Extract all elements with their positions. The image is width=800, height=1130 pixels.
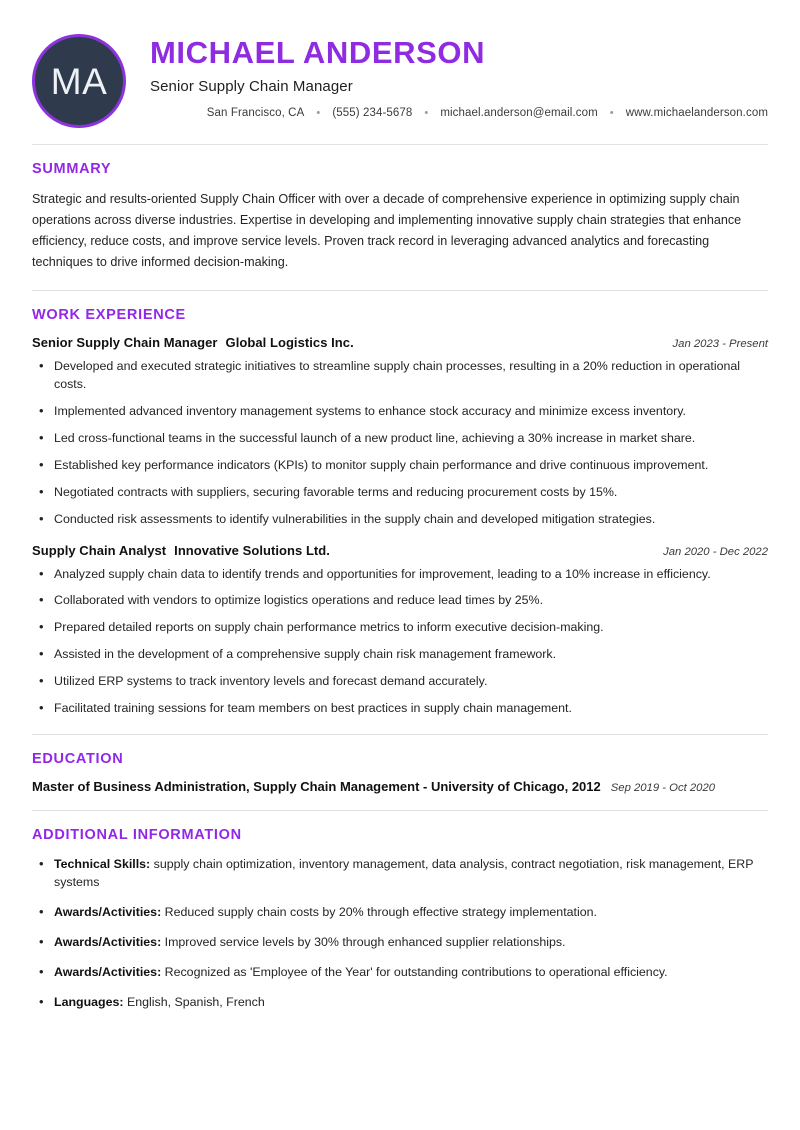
education-list (32, 779, 768, 794)
additional-item-label: Awards/Activities: (54, 964, 162, 979)
list-item: • Implemented advanced inventory management systems to enhance stock accuracy and minimize excess inventory. (32, 402, 768, 421)
list-item: • Negotiated contracts with suppliers, securing favorable terms and reducing procurement costs by 15%. (32, 483, 768, 502)
section-title-education: EDUCATION (32, 750, 124, 767)
list-item: • Analyzed supply chain data to identify trends and opportunities for improvement, leading to a 10% increase in efficiency. (32, 565, 768, 584)
contact-item[interactable]: (555) 234-5678 (332, 107, 413, 120)
list-item: • Developed and executed strategic initiatives to streamline supply chain processes, resulting in a 20% reduction in operational costs. (32, 357, 768, 395)
experience-role: Supply Chain Analyst (32, 542, 167, 558)
additional-item-label: Awards/Activities: (54, 935, 162, 950)
experience-dates: Jan 2023 - Present (672, 337, 768, 350)
list-item: • Assisted in the development of a comprehensive supply chain risk management framework. (32, 645, 768, 664)
section-education (32, 735, 768, 794)
list-item: • Facilitated training sessions for team members on best practices in supply chain management. (32, 699, 768, 718)
section-title-work-experience: WORK EXPERIENCE (32, 306, 186, 323)
education-entry (32, 779, 768, 794)
experience-company: Innovative Solutions Ltd. (174, 542, 330, 558)
contact-item[interactable]: www.michaelanderson.com (625, 107, 768, 120)
contact-separator: • (609, 107, 614, 120)
experience-role: Senior Supply Chain Manager (32, 334, 218, 350)
experience-dates: Jan 2020 - Dec 2022 (663, 545, 768, 558)
list-item: • Utilized ERP systems to track inventory levels and forecast demand accurately. (32, 672, 768, 691)
section-additional-information (32, 811, 768, 1012)
section-summary (32, 145, 768, 274)
additional-item-label: Awards/Activities: (54, 905, 162, 920)
resume-header (32, 0, 768, 144)
contact-item[interactable]: San Francisco, CA (206, 107, 305, 120)
page-title: MICHAEL ANDERSON (150, 35, 486, 70)
experience-company: Global Logistics Inc. (225, 334, 354, 350)
summary-text: Strategic and results-oriented Supply Chain Officer with over a decade of comprehensive experience in optimizing supply chain operations across diverse industries. Expertise in developing and implementing innovative supply chain strategies that enhance efficiency, reduce costs, and improve service levels. Proven track record in leveraging advanced analytics and forecasting techniques to drive informed decision-making. (32, 192, 742, 270)
list-item: • Prepared detailed reports on supply chain performance metrics to inform executive decision-making. (32, 618, 768, 637)
section-title-summary: SUMMARY (32, 161, 112, 177)
contact-separator: • (424, 107, 429, 120)
list-item (32, 963, 768, 982)
experience-bullet-list (32, 357, 768, 529)
list-item: • Collaborated with vendors to optimize logistics operations and reduce lead times by 25%. (32, 591, 768, 610)
section-title-additional-information: ADDITIONAL INFORMATION (32, 826, 242, 843)
experience-entry-header (32, 543, 768, 558)
additional-item-label: Languages: (54, 994, 124, 1009)
contact-item[interactable]: michael.anderson@email.com (440, 107, 598, 120)
additional-item-label: Technical Skills: (54, 856, 151, 871)
header-job-title: Senior Supply Chain Manager (150, 78, 353, 96)
avatar-initials: MA (50, 60, 108, 102)
education-degree: Master of Business Administration, Supply Chain Management - University of Chicago, 2012 (32, 778, 601, 794)
experience-list (32, 335, 768, 718)
contact-separator: • (316, 107, 321, 120)
list-item: • Conducted risk assessments to identify vulnerabilities in the supply chain and developed mitigation strategies. (32, 510, 768, 529)
additional-item-value: Improved service levels by 30% through enhanced supplier relationships. (161, 935, 566, 950)
experience-role-company (32, 335, 354, 350)
list-item: • Led cross-functional teams in the successful launch of a new product line, achieving a 30% increase in market share. (32, 429, 768, 448)
experience-entry (32, 543, 768, 718)
list-item (32, 993, 768, 1012)
header-text-block (126, 30, 768, 119)
experience-entry-header (32, 335, 768, 350)
list-item (32, 933, 768, 952)
list-item: • Established key performance indicators (KPIs) to monitor supply chain performance and drive continuous improvement. (32, 456, 768, 475)
list-item (32, 855, 768, 893)
list-item (32, 903, 768, 922)
additional-item-value: supply chain optimization, inventory management, data analysis, contract negotiation, risk management, ERP systems (54, 856, 754, 890)
additional-item-value: Reduced supply chain costs by 20% through effective strategy implementation. (161, 905, 597, 920)
contact-line (150, 107, 768, 119)
experience-role-company (32, 543, 330, 558)
avatar (32, 34, 126, 128)
experience-entry (32, 335, 768, 529)
additional-item-value: English, Spanish, French (123, 994, 265, 1009)
education-dates: Sep 2019 - Oct 2020 (610, 781, 716, 794)
experience-bullet-list (32, 565, 768, 718)
additional-item-value: Recognized as 'Employee of the Year' for outstanding contributions to operational efficiency. (161, 964, 668, 979)
section-work-experience (32, 291, 768, 718)
additional-info-list (32, 855, 768, 1012)
